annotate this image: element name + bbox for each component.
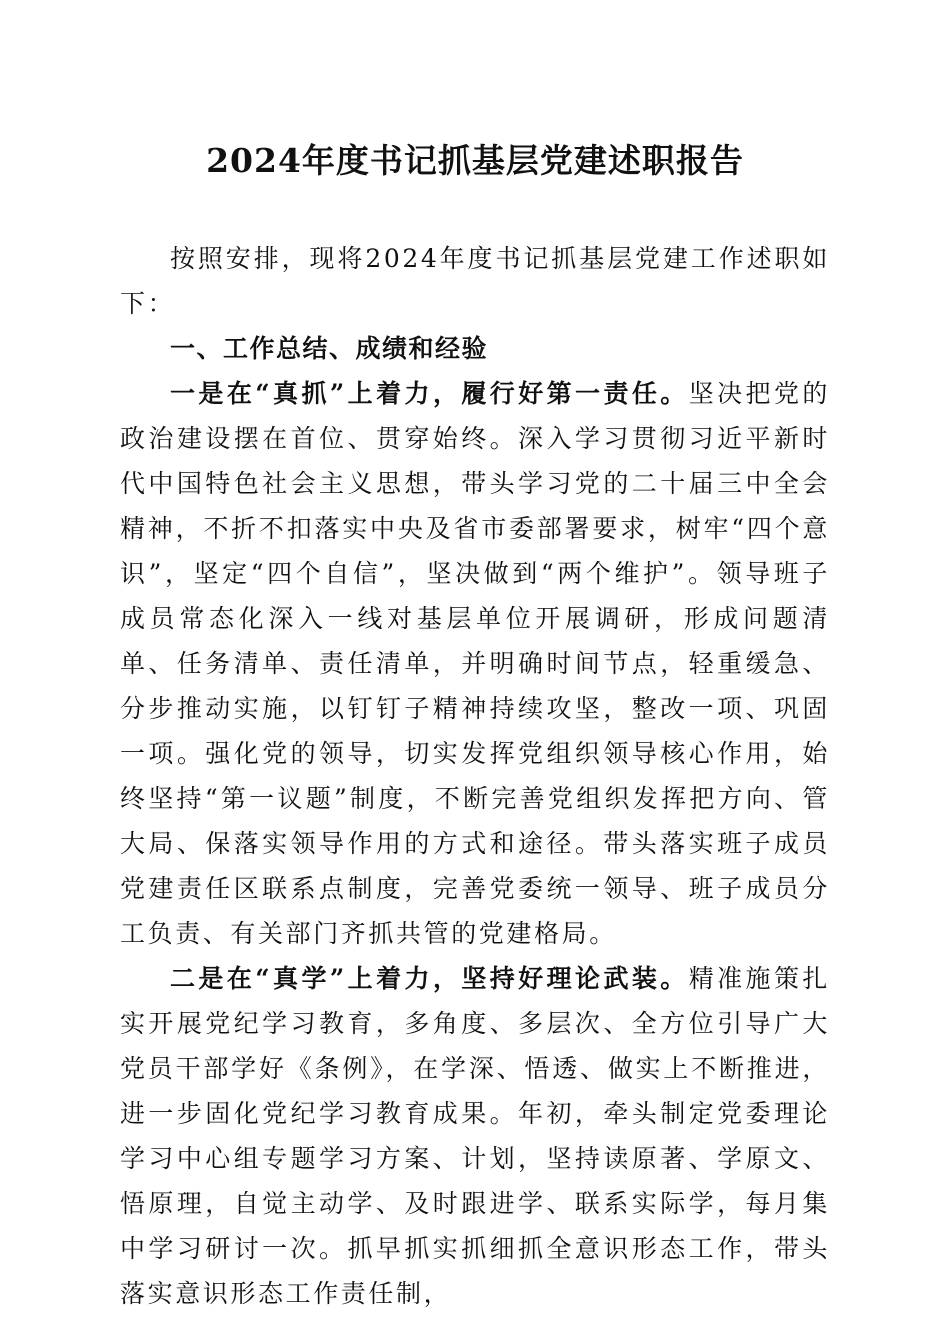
document-body xyxy=(120,236,830,1316)
paragraph-1 xyxy=(120,371,830,956)
document-title: 2024年度书记抓基层党建述职报告 xyxy=(206,141,744,180)
paragraph-1-lead: 一是在“真抓”上着力，履行好第一责任。 xyxy=(170,379,689,408)
paragraph-2 xyxy=(120,956,830,1316)
paragraph-2-body: 精准施策扎实开展党纪学习教育，多角度、多层次、全方位引导广大党员干部学好《条例》，在学深、悟透、做实上不断推进，进一步固化党纪学习教育成果。年初，牵头制定党委理论学习中心组专题学习方案、计划，坚持读原著、学原文、悟原理，自觉主动学、及时跟进学、联系实际学，每月集中学习研讨一次。抓早抓实抓细抓全意识形态工作，带头落实意识形态工作责任制， xyxy=(120,964,830,1308)
section-heading: 一、工作总结、成绩和经验 xyxy=(170,334,489,363)
intro-paragraph: 按照安排，现将2024年度书记抓基层党建工作述职如下： xyxy=(120,244,830,318)
paragraph-1-body: 坚决把党的政治建设摆在首位、贯穿始终。深入学习贯彻习近平新时代中国特色社会主义思想，带头学习党的二十届三中全会精神，不折不扣落实中央及省市委部署要求，树牢“四个意识”，坚定“四个自信”，坚决做到“两个维护”。领导班子成员常态化深入一线对基层单位开展调研，形成问题清单、任务清单、责任清单，并明确时间节点，轻重缓急、分步推动实施，以钉钉子精神持续攻坚，整改一项、巩固一项。强化党的领导，切实发挥党组织领导核心作用，始终坚持“第一议题”制度，不断完善党组织发挥把方向、管大局、保落实领导作用的方式和途径。带头落实班子成员党建责任区联系点制度，完善党委统一领导、班子成员分工负责、有关部门齐抓共管的党建格局。 xyxy=(120,379,830,948)
paragraph-2-lead: 二是在“真学”上着力，坚持好理论武装。 xyxy=(170,964,689,993)
